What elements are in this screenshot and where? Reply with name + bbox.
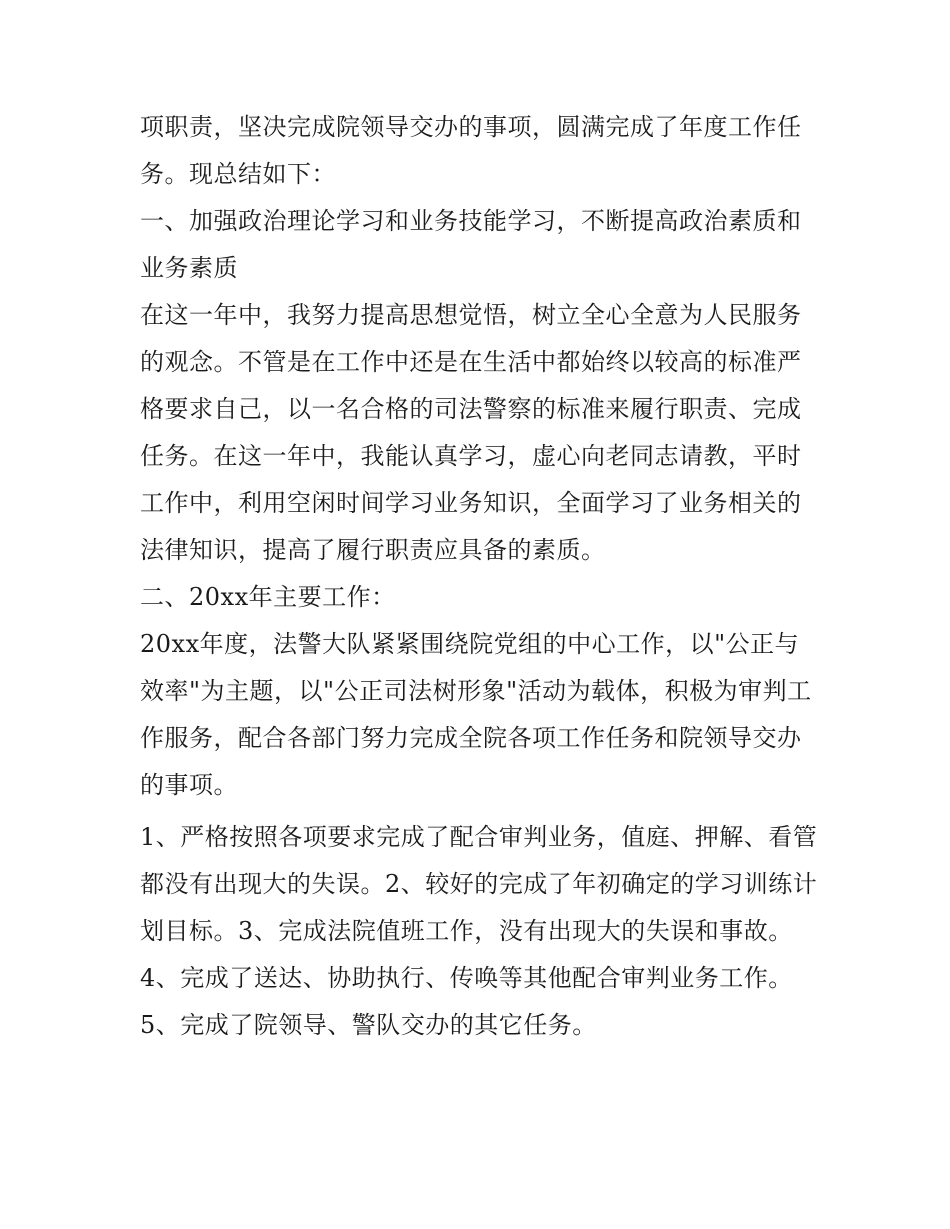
paragraph-annual-work: 20xx年度，法警大队紧紧围绕院党组的中心工作，以"公正与效率"为主题，以"公正司法树形象"活动为载体，积极为审判工作服务，配合各部门努力完成全院各项工作任务和院领导交办的事项。 [140,630,812,799]
paragraph-study: 在这一年中，我努力提高思想觉悟，树立全心全意为人民服务的观念。不管是在工作中还是在生活中都始终以较高的标准严格要求自己，以一名合格的司法警察的标准来履行职责、完成任务。在这一年中，我能认真学习，虚心向老同志请教，平时工作中，利用空闲时间学习业务知识，全面学习了业务相关的法律知识，提高了履行职责应具备的素质。 [140,301,802,564]
paragraph-task-list: 1、严格按照各项要求完成了配合审判业务，值庭、押解、看管都没有出现大的失误。2、较好的完成了年初确定的学习训练计划目标。3、完成法院值班工作，没有出现大的失误和事故。4、完成了送达、协助执行、传唤等其他配合审判业务工作。5、完成了院领导、警队交办的其它任务。 [140,823,818,1039]
document-body [140,104,820,1049]
heading-section-one: 一、加强政治理论学习和业务技能学习，不断提高政治素质和业务素质 [140,207,802,282]
paragraph-intro-continuation: 项职责，坚决完成院领导交办的事项，圆满完成了年度工作任务。现总结如下： [140,113,802,188]
heading-section-two: 二、20xx年主要工作： [140,583,396,611]
